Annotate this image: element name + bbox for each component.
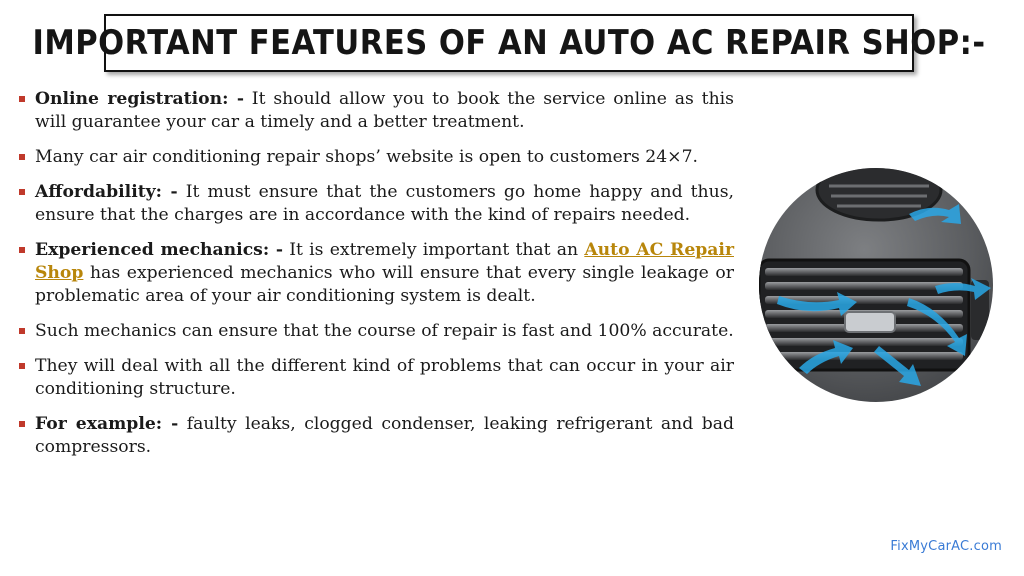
bullet-marker (19, 363, 25, 369)
list-item (18, 355, 734, 401)
bullet-marker (19, 189, 25, 195)
item-text: faulty leaks, clogged condenser, leaking refrigerant and bad compressors. (35, 414, 734, 457)
item-text: has experienced mechanics who will ensure that every single leakage or problematic area of your air conditioning system is dealt. (35, 263, 734, 306)
list-item (18, 239, 734, 308)
title-banner (32, 14, 986, 72)
item-text: It should allow you to book the service online as this will guarantee your car a timely and a better treatment. (35, 89, 734, 132)
page-title: IMPORTANT FEATURES OF AN AUTO AC REPAIR SHOP:- (32, 23, 986, 63)
item-lead: Online registration: - (35, 89, 244, 109)
list-item (18, 146, 734, 169)
item-text: Such mechanics can ensure that the course of repair is fast and 100% accurate. (35, 321, 734, 341)
list-item (18, 181, 734, 227)
bullet-marker (19, 154, 25, 160)
auto-ac-repair-shop-link[interactable]: Auto AC Repair Shop (35, 240, 734, 283)
list-item (18, 320, 734, 343)
list-item (18, 88, 734, 134)
item-lead: Affordability: - (35, 182, 178, 202)
bullet-marker (19, 421, 25, 427)
bullet-marker (19, 247, 25, 253)
item-text: It must ensure that the customers go home happy and thus, ensure that the charges are in accordance with the kind of repairs needed. (35, 182, 734, 225)
item-text: It is extremely important that an (283, 240, 585, 260)
item-lead: Experienced mechanics: - (35, 240, 284, 260)
bullet-marker (19, 96, 25, 102)
car-ac-vent-photo (759, 168, 993, 402)
bullet-marker (19, 328, 25, 334)
feature-list (18, 88, 734, 471)
list-item (18, 413, 734, 459)
fixmycarac-logo: FixMyCarAC.com (890, 539, 1002, 554)
item-text: They will deal with all the different kind of problems that can occur in your air conditioning structure. (35, 356, 734, 399)
ac-vent-illustration (759, 168, 993, 402)
item-text: Many car air conditioning repair shops’ website is open to customers 24×7. (35, 147, 698, 167)
item-lead: For example: - (35, 414, 179, 434)
